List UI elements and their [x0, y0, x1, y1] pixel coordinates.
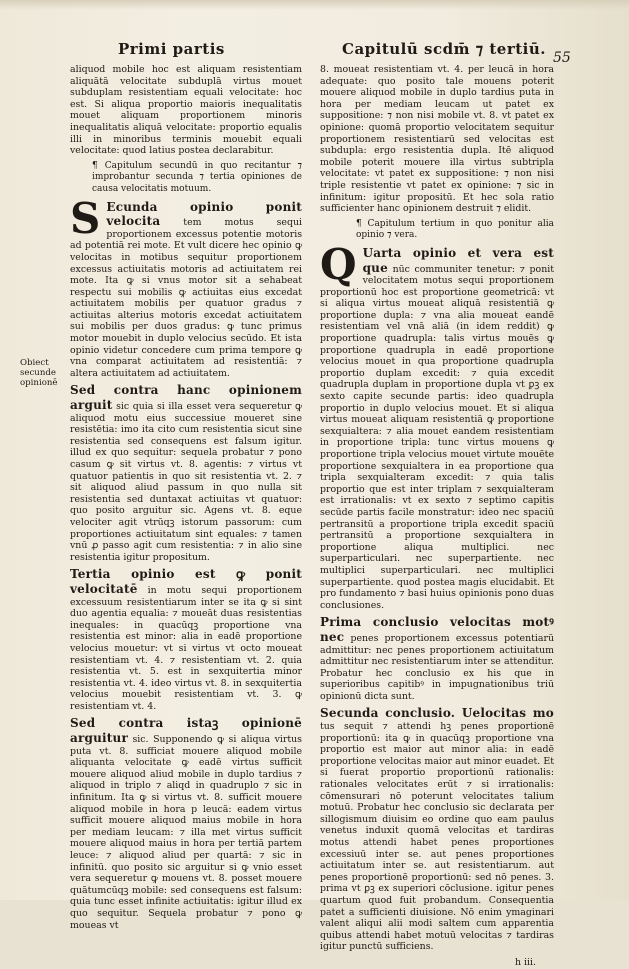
paragraph-body: tem motus sequi proportionem excessus potentie motoris ad potentiā rei mote. Et vult dicere hec opinio ꝙ velocitas in motibus sequitur proportionem excessus actiuitatis motoris ad actiuitatem rei mote. Ita ꝙ si vnus motor sit a sehabeat respectu sui mobilis ꝙ actiuitas eius excedat actiuitatem mobilis per quatuor gradus ⁊ actiuitas alterius motoris excedat actiuitatem sui mobilis per duos gradus: ꝙ tunc primus motor mouebit in duplo velocius secūdo. Et ista opinio videtur concedere cum prima tempore ꝙ vna comparat actiuitatem ad resistentiā: ⁊ altera actiuitatem ad actiuitatem.: [70, 217, 302, 379]
catchword: h iii.: [515, 956, 536, 968]
chapter-rubric: ¶ Capitulum secundū in quo recitantur ⁊ improbantur secunda ⁊ tertia opiniones de causa velocitatis motuum.: [92, 160, 302, 194]
decorated-initial: S: [70, 193, 101, 243]
paragraph: [70, 383, 302, 563]
decorated-initial: Q: [320, 239, 357, 289]
paragraph: [320, 615, 554, 702]
paragraph-lead: Sed contra istaꝫ opinionē arguitur: [70, 716, 302, 746]
paragraph: aliquod mobile hoc est aliquam resistentiam aliquātā velocitate subduplā virtus mouet subduplam resistentiam equali velocitate: hoc est. Si aliqua proportio maioris inequalitatis mouet aliquam proportionem minoris inequalitatis aliquā velocitate: proportio equalis illi in minoribus terminis mouebit equali velocitate: quod latius postea declarabitur.: [70, 64, 302, 157]
paragraph: 8. moueat resistentiam vt. 4. per leucā in hora adequate: quo posito tale mouens poterit mouere aliquod mobile in duplo tardius puta in hora per mediam leucam ut patet ex suppositione: ⁊ non nisi mobile vt. 8. vt patet ex opinione: quomā proportio velocitatem sequitur proportionem resistentiarū sed velocitas est subdupla: ergo resistentia dupla. Itē aliquod mobile poterit mouere illa virtus subtripla velocitate: vt patet ex suppositione: ⁊ non nisi triple resistentie vt patet ex opinione: ⁊ sic in infinitum: igitur propositū. Et hec sola ratio sufficienter hanc opinionem destruit ⁊ elidit.: [320, 64, 554, 215]
paragraph-body: penes proportionem excessus potentiarū admittitur: nec penes proportionem actiuitatum admittitur nec resistentiarum inter se attenditur. Probatur hec conclusio ex his que in superioribus capitibꝰ in impugnationibus triū opinionū dicta sunt.: [320, 632, 554, 702]
marginal-note: Obiect secunde opinionē: [20, 358, 58, 388]
running-header-left: Primi partis: [118, 40, 225, 58]
paragraph-lead: Ecunda opinio ponit velocita: [106, 199, 302, 229]
chapter-rubric: ¶ Capitulum tertium in quo ponitur alia opinio ⁊ vera.: [356, 218, 554, 241]
running-header-right: Capitulū scdm̄ ⁊ tertiū.: [342, 40, 546, 58]
paragraph-lead: Sed contra hanc opinionem arguit: [70, 383, 302, 413]
paragraph-body: tus sequit ⁊ attendi hꝫ penes proportionē proportionū: ita ꝙ in quacūqꝫ proportione vna proportio est maior aut minor alia: in eadē proportione velocitas maior aut minor euadet. Et si fuerat proportio proportionū rationalis: rationales velocitates erūt ⁊ si irrationalis: cōmensurari nō poterunt velocitates talium motuū. Probatur hec conclusio sic declarata per sillogismum diuisim eo ordine quo eam paulus venetus induxit quomā velocitas et tardiras motus attendi habet penes proportiones excessiuū inter se. aut penes proportiones actiuitatum inter se. aut resistentiarum. aut penes proportionē proportionū: sed nō penes. 3. prima vt ꝑꝫ ex superiori cōclusione. igitur penes quartum quod fuit probandum. Consequentia patet a sufficienti diuisione. Nō enim ymaginari valent aliqui alii modi saltem cum apparentia quibus attendi habet motuū velocitas ⁊ tardiras igitur punctū sufficiens.: [320, 721, 554, 953]
left-column: [70, 64, 302, 935]
right-column: [320, 64, 554, 969]
paragraph-with-initial: [320, 239, 555, 611]
folio-number: 55: [553, 50, 571, 66]
paragraph-body: sic quia si illa esset vera sequeretur ꝙ aliquod motu eius successiue moueret sine resistētia: imo ita cito cum resistentia sicut sine resistentia sed consequens est falsum igitur. illud ex quo sequitur: sequela probatur ⁊ pono casum ꝙ sit virtus vt. 8. agentis: ⁊ virtus vt quatuor patientis in quo sit resistentia vt. 2. ⁊ sit aliquod aliud passum in quo nulla sit resistentia sed duntaxat actiuitas vt quatuor: quo posito arguitur sic. Agens vt. 8. eque velociter agit vtrūqꝫ istorum passorum: cum proportiones actiuitatum sint equales: ⁊ tamen vnū ꝓ passo agit cum resistentia: ⁊ in alio sine resistentia igitur propositum.: [70, 401, 302, 563]
paragraph: [320, 706, 554, 952]
paragraph-lead: Tertia opinio est ꝙ ponit velocitatē: [70, 567, 302, 596]
paragraph-lead: Prima conclusio velocitas motꝰ nec: [320, 615, 554, 644]
paragraph: [70, 716, 302, 931]
paragraph: [70, 567, 302, 712]
paragraph-lead: Uarta opinio et vera est que: [362, 245, 554, 275]
page-edge-shadow: [0, 0, 629, 10]
paragraph-body: nūc communiter tenetur: ⁊ ponit velocitatem motus sequi proportionem proportionū hoc est proportione geometricā: vt si aliqua virtus moueat aliquā resistentiā ꝙ proportione dupla: ⁊ vna alia moueat eandē resistentiam vel vnā aliā (in idem reddit) ꝙ proportione quadrupla: talis virtus mouēs ꝙ proportione quadrupla in eadē proportione velocius mouet in qua proportione quadrupla proportio duplam excedit: ⁊ quia excedit quadrupla duplam in proportione dupla vt ꝑꝫ ex sexto capite secunde partis: ideo quadrupla proportio in duplo velocius mouet. Et si aliqua virtus moueat aliquam resistentiā ꝙ proportione sexquialtera: ⁊ alia mouet eandem resistentiam in proportione tripla: tunc virtus mouens ꝙ proportione tripla velocius mouet virtute mouēte proportione sexquialtera in ea proportione qua tripla sexquialteram excedit: ⁊ quia talis proportio que est inter triplam ⁊ sexquialteram est irrationalis: vt ex sexto ⁊ septimo capitis secūde partis facile monstratur: ideo nec spaciū pertransitū a proportione tripla excedit spaciū pertransitū a proportione sexquialtera in proportione aliqua multiplici. nec superparticulari. nec superpartiente. nec multiplici superparticulari. nec multiplici superpartiente. quod postea magis elucidabit. Et pro fundamento ⁊ basi huius opinionis pono duas conclusiones.: [320, 263, 555, 611]
paragraph-with-initial: [70, 193, 302, 380]
paragraph-lead: Secunda conclusio. Uelocitas mo: [320, 706, 554, 721]
paragraph-body: in motu sequi proportionem excessuum resistentiarum inter se ita ꝙ si sint duo agentia equalia: ⁊ moueāt duas resistentias inequales: in quacūqꝫ proportione vna resistentia est minor: alia in eadē proportione velocius mouetur: vt si virtus vt octo moueat resistentiam vt. 4. ⁊ resistentiam vt. 2. quia resistentia vt. 5. est in sexquitertia minor resistentia vt. 4. ideo virtus vt. 8. in sexquitertia velocius mouebit resistentiam vt. 3. ꝙ resistentiam vt. 4.: [70, 584, 302, 712]
paragraph-body: sic. Supponendo ꝙ si aliqua virtus puta vt. 8. sufficiat mouere aliquod mobile aliquanta velocitate ꝙ eadē virtus sufficit mouere aliquod aliud mobile in duplo tardius ⁊ aliquod in triplo ⁊ aliqd in quadruplo ⁊ sic in infinitum. Ita ꝙ si virtus vt. 8. sufficit mouere aliquod mobile in hora p leucā: eadem virtus sufficit mouere aliquod maius mobile in hora per mediam leucam: ⁊ illa met virtus sufficit mouere aliquod maius in hora per tertiā partem leuce: ⁊ aliquod aliud per quartā: ⁊ sic in infinitū. quo posito sic arguitur si ꝙ vnio esset vera sequeretur ꝙ mouens vt. 8. posset mouere quātumcūqꝫ mobile: sed consequens est falsum: quia tunc esset infinite actiuitatis: igitur illud ex quo sequitur. Sequela probatur ⁊ pono ꝙ moueas vt: [70, 734, 302, 931]
